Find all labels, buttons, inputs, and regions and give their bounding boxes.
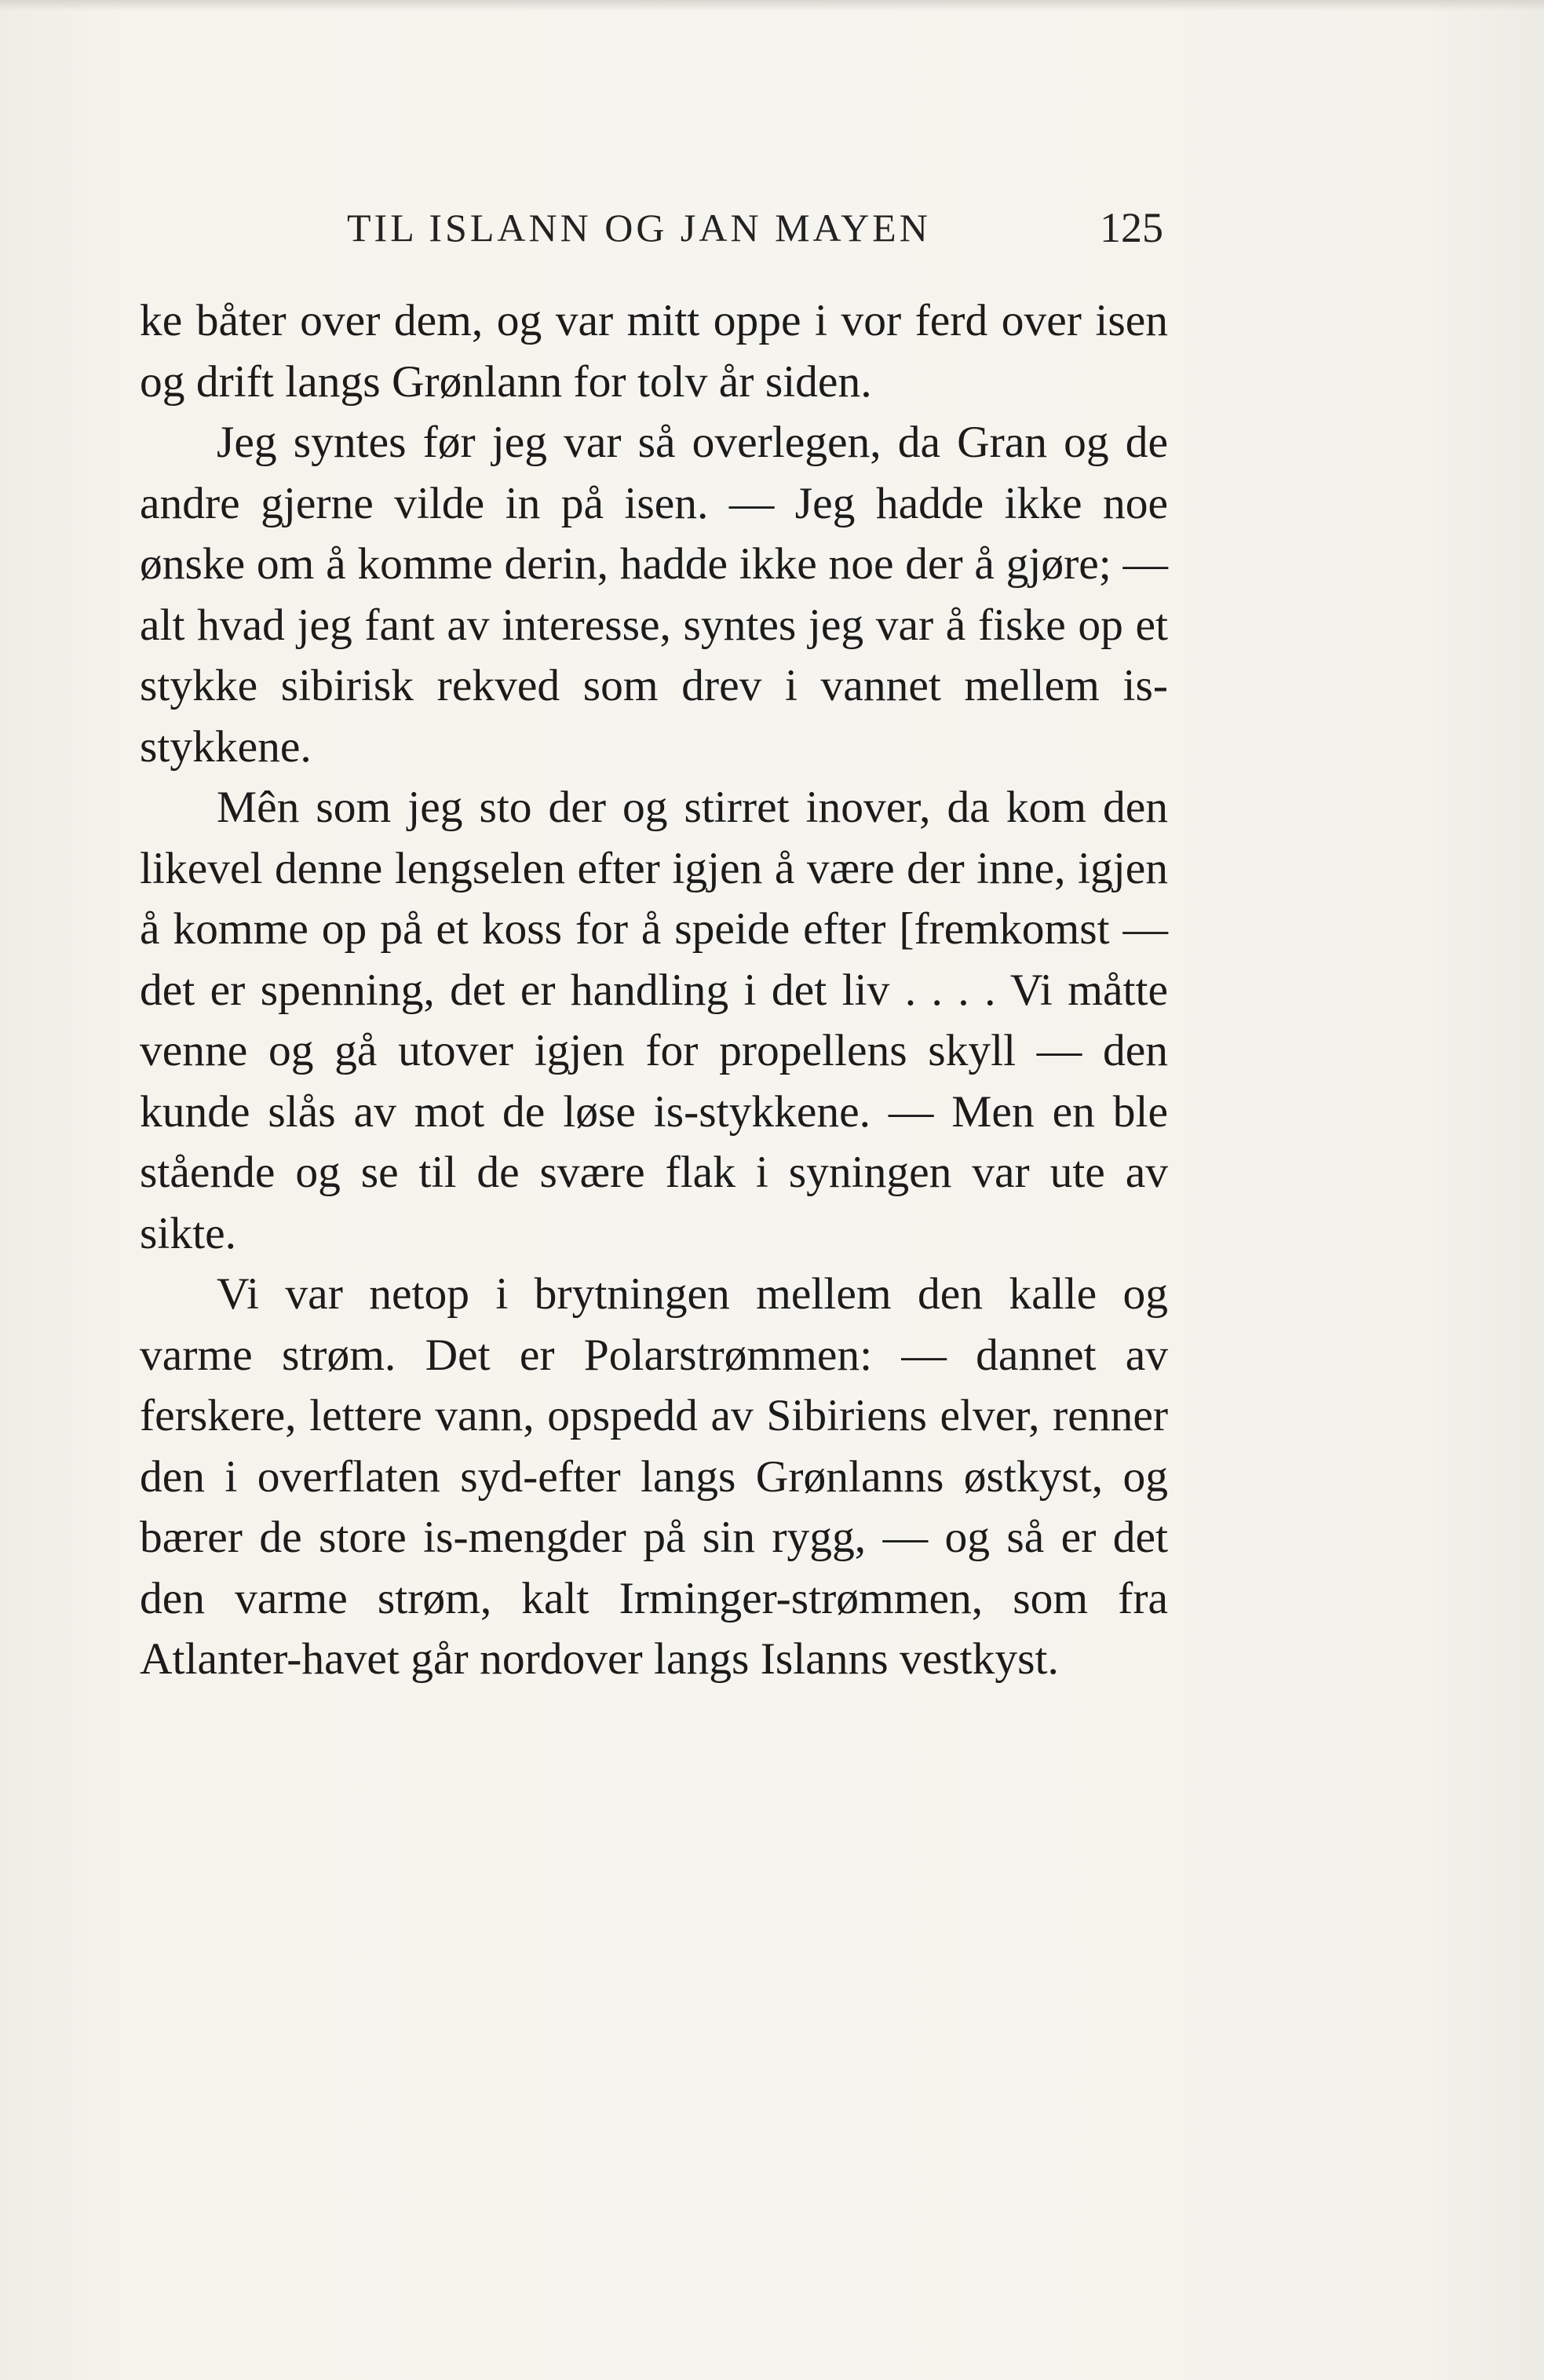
- paragraph-4: Vi var netop i brytningen mellem den kalle og varme strøm. Det er Polarstrømmen: — dannet av ferskere, lettere vann, opspedd av Sibiriens elver, renner den i overflaten syd-efter langs Grønlanns østkyst, og bærer de store is-mengder på sin rygg, — og så er det den varme strøm, kalt Irminger-strømmen, som fra Atlanter-havet går nordover langs Islanns vestkyst.: [140, 1269, 1168, 1684]
- page-number: 125: [1100, 204, 1163, 251]
- paragraph-1: ke båter over dem, og var mitt oppe i vor ferd over isen og drift langs Grønlann for tolv år siden.: [140, 296, 1168, 407]
- page-header: [347, 200, 1163, 255]
- paragraph-3: Mên som jeg sto der og stirret inover, da kom den likevel denne lengselen efter igjen å være der inne, igjen å komme op på et koss for å speide efter [fremkomst — det er spenning, det er handling i det liv . . . . Vi måtte venne og gå utover igjen for propellens skyll — den kunde slås av mot de løse is-stykkene. — Men en ble stående og se til de svære flak i syningen var ute av sikte.: [140, 783, 1168, 1258]
- paragraph-2: Jeg syntes før jeg var så overlegen, da Gran og de andre gjerne vilde in på isen. — Jeg hadde ikke noe ønske om å komme derin, hadde ikke noe der å gjøre; — alt hvad jeg fant av interesse, syntes jeg var å fiske op et stykke sibirisk rekved som drev i vannet mellem is-stykkene.: [140, 418, 1168, 772]
- running-title: TIL ISLANN OG JAN MAYEN: [347, 206, 931, 250]
- body-text: [140, 290, 1168, 1690]
